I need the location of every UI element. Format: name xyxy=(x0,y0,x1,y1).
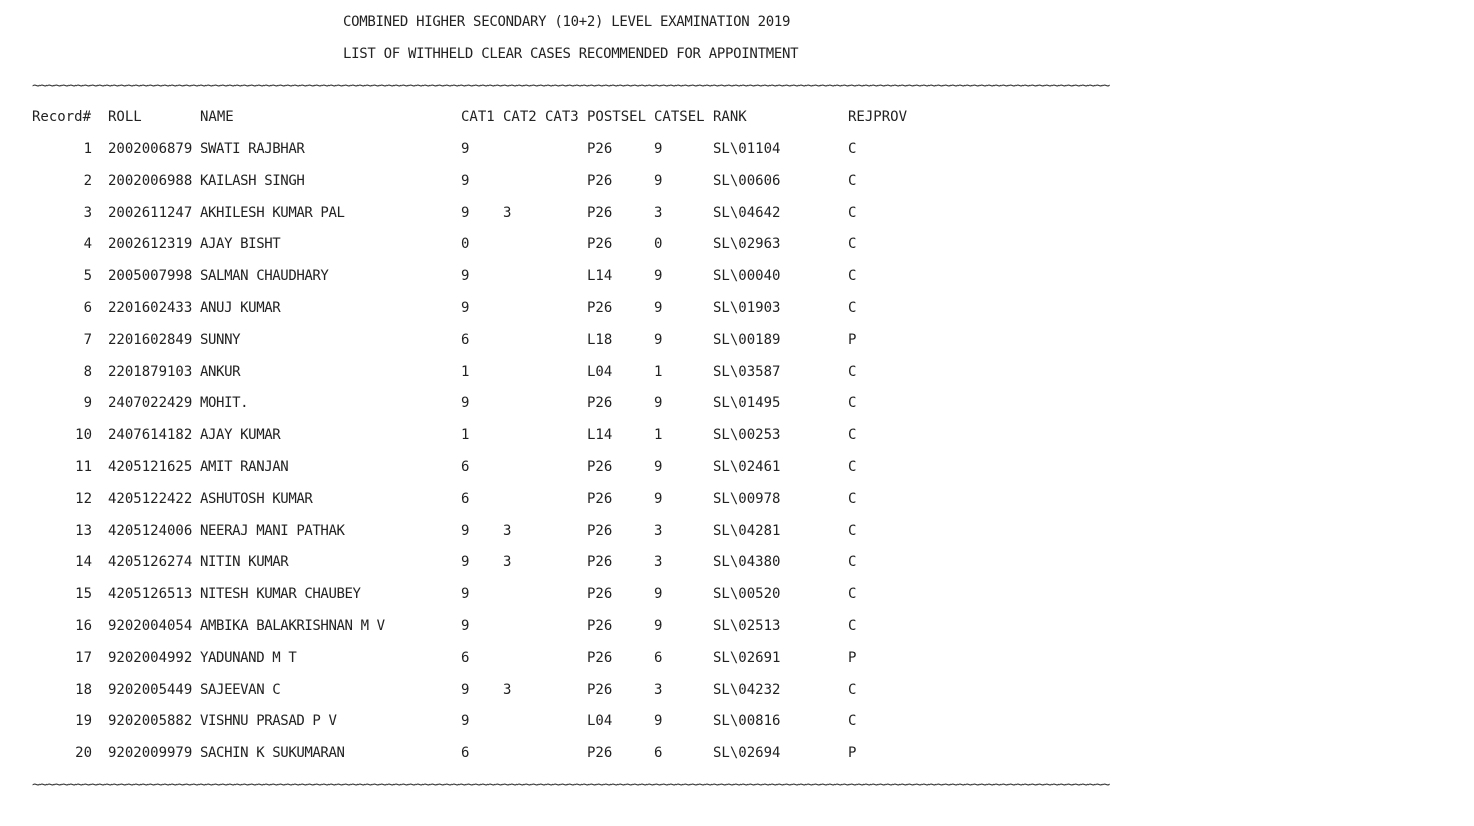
roll-cell: 4205126274 xyxy=(108,554,193,570)
table-row xyxy=(0,586,1474,606)
separator-bottom: ~~~~~~~~~~~~~~~~~~~~~~~~~~~~~~~~~~~~~~~~~~~~~~~~~~~~~~~~~~~~~~~~~~~~~~~~~~~~~~~~~~~~~~~~~~~~~~~~~~~~~~~~~~~~~~~~~~~~~~~~~~~~~~~~~~~~~~~~~~~~~~~~~~~~~ xyxy=(32,781,1110,789)
record-number-cell: 11 xyxy=(75,459,92,475)
name-cell: YADUNAND M T xyxy=(200,650,297,666)
record-number-cell: 3 xyxy=(83,205,92,221)
name-cell: NITIN KUMAR xyxy=(200,554,289,570)
table-row xyxy=(0,713,1474,733)
rejprov-cell: C xyxy=(848,682,857,698)
catsel-cell: 9 xyxy=(654,586,663,602)
header-cat1: CAT1 xyxy=(461,109,495,125)
record-number-cell: 19 xyxy=(75,713,92,729)
record-number-cell: 8 xyxy=(83,364,92,380)
rejprov-cell: P xyxy=(848,332,857,348)
rejprov-cell: C xyxy=(848,141,857,157)
cat1-cell: 0 xyxy=(461,236,470,252)
roll-cell: 9202009979 xyxy=(108,745,193,761)
catsel-cell: 0 xyxy=(654,236,663,252)
rank-cell: SL\01903 xyxy=(713,300,781,316)
catsel-cell: 9 xyxy=(654,713,663,729)
postsel-cell: P26 xyxy=(587,205,613,221)
table-row xyxy=(0,523,1474,543)
postsel-cell: L14 xyxy=(587,268,613,284)
postsel-cell: P26 xyxy=(587,586,613,602)
rank-cell: SL\02513 xyxy=(713,618,781,634)
name-cell: NITESH KUMAR CHAUBEY xyxy=(200,586,361,602)
record-number-cell: 18 xyxy=(75,682,92,698)
cat1-cell: 9 xyxy=(461,268,470,284)
cat1-cell: 1 xyxy=(461,427,470,443)
record-number-cell: 1 xyxy=(83,141,92,157)
catsel-cell: 3 xyxy=(654,523,663,539)
record-number-cell: 10 xyxy=(75,427,92,443)
rank-cell: SL\00978 xyxy=(713,491,781,507)
roll-cell: 2005007998 xyxy=(108,268,193,284)
rejprov-cell: P xyxy=(848,650,857,666)
catsel-cell: 3 xyxy=(654,682,663,698)
catsel-cell: 9 xyxy=(654,300,663,316)
rank-cell: SL\00520 xyxy=(713,586,781,602)
rank-cell: SL\00816 xyxy=(713,713,781,729)
name-cell: SUNNY xyxy=(200,332,241,348)
postsel-cell: P26 xyxy=(587,173,613,189)
table-row xyxy=(0,364,1474,384)
document-title: COMBINED HIGHER SECONDARY (10+2) LEVEL EXAMINATION 2019 xyxy=(343,14,791,30)
catsel-cell: 3 xyxy=(654,205,663,221)
name-cell: AKHILESH KUMAR PAL xyxy=(200,205,345,221)
record-number-cell: 17 xyxy=(75,650,92,666)
rank-cell: SL\02461 xyxy=(713,459,781,475)
rejprov-cell: C xyxy=(848,491,857,507)
postsel-cell: P26 xyxy=(587,618,613,634)
name-cell: KAILASH SINGH xyxy=(200,173,305,189)
catsel-cell: 9 xyxy=(654,173,663,189)
cat1-cell: 9 xyxy=(461,713,470,729)
postsel-cell: P26 xyxy=(587,554,613,570)
rejprov-cell: C xyxy=(848,173,857,189)
cat1-cell: 6 xyxy=(461,745,470,761)
catsel-cell: 1 xyxy=(654,364,663,380)
record-number-cell: 20 xyxy=(75,745,92,761)
record-number-cell: 12 xyxy=(75,491,92,507)
rejprov-cell: C xyxy=(848,300,857,316)
header-postsel: POSTSEL xyxy=(587,109,647,125)
rank-cell: SL\00189 xyxy=(713,332,781,348)
cat1-cell: 9 xyxy=(461,618,470,634)
record-number-cell: 2 xyxy=(83,173,92,189)
roll-cell: 2002006988 xyxy=(108,173,193,189)
name-cell: SWATI RAJBHAR xyxy=(200,141,305,157)
roll-cell: 4205122422 xyxy=(108,491,193,507)
roll-cell: 9202004992 xyxy=(108,650,193,666)
postsel-cell: P26 xyxy=(587,491,613,507)
rejprov-cell: C xyxy=(848,523,857,539)
rank-cell: SL\02691 xyxy=(713,650,781,666)
rejprov-cell: C xyxy=(848,618,857,634)
rank-cell: SL\04232 xyxy=(713,682,781,698)
cat2-cell: 3 xyxy=(503,205,512,221)
postsel-cell: P26 xyxy=(587,682,613,698)
cat1-cell: 9 xyxy=(461,554,470,570)
cat1-cell: 6 xyxy=(461,332,470,348)
table-row xyxy=(0,745,1474,765)
rank-cell: SL\00253 xyxy=(713,427,781,443)
cat2-cell: 3 xyxy=(503,554,512,570)
table-row xyxy=(0,427,1474,447)
catsel-cell: 6 xyxy=(654,745,663,761)
catsel-cell: 9 xyxy=(654,332,663,348)
catsel-cell: 9 xyxy=(654,395,663,411)
name-cell: ANKUR xyxy=(200,364,241,380)
name-cell: MOHIT. xyxy=(200,395,249,411)
table-row xyxy=(0,141,1474,161)
cat1-cell: 6 xyxy=(461,491,470,507)
table-row xyxy=(0,236,1474,256)
record-number-cell: 15 xyxy=(75,586,92,602)
header-roll: ROLL xyxy=(108,109,142,125)
table-row xyxy=(0,682,1474,702)
cat1-cell: 9 xyxy=(461,141,470,157)
name-cell: AMIT RANJAN xyxy=(200,459,289,475)
rejprov-cell: C xyxy=(848,205,857,221)
separator-top: ~~~~~~~~~~~~~~~~~~~~~~~~~~~~~~~~~~~~~~~~~~~~~~~~~~~~~~~~~~~~~~~~~~~~~~~~~~~~~~~~~~~~~~~~~~~~~~~~~~~~~~~~~~~~~~~~~~~~~~~~~~~~~~~~~~~~~~~~~~~~~~~~~~~~~ xyxy=(32,82,1110,90)
postsel-cell: P26 xyxy=(587,141,613,157)
header-catsel: CATSEL xyxy=(654,109,705,125)
catsel-cell: 9 xyxy=(654,491,663,507)
catsel-cell: 6 xyxy=(654,650,663,666)
cat1-cell: 9 xyxy=(461,682,470,698)
postsel-cell: L14 xyxy=(587,427,613,443)
rank-cell: SL\04380 xyxy=(713,554,781,570)
name-cell: ASHUTOSH KUMAR xyxy=(200,491,313,507)
rejprov-cell: C xyxy=(848,236,857,252)
roll-cell: 9202004054 xyxy=(108,618,193,634)
rejprov-cell: C xyxy=(848,586,857,602)
header-rank: RANK xyxy=(713,109,747,125)
name-cell: AJAY KUMAR xyxy=(200,427,281,443)
record-number-cell: 9 xyxy=(83,395,92,411)
rejprov-cell: C xyxy=(848,364,857,380)
rank-cell: SL\00040 xyxy=(713,268,781,284)
name-cell: SAJEEVAN C xyxy=(200,682,281,698)
roll-cell: 2201879103 xyxy=(108,364,193,380)
roll-cell: 2407022429 xyxy=(108,395,193,411)
cat2-cell: 3 xyxy=(503,523,512,539)
record-number-cell: 6 xyxy=(83,300,92,316)
roll-cell: 4205121625 xyxy=(108,459,193,475)
name-cell: AJAY BISHT xyxy=(200,236,281,252)
rank-cell: SL\04642 xyxy=(713,205,781,221)
catsel-cell: 3 xyxy=(654,554,663,570)
record-number-cell: 7 xyxy=(83,332,92,348)
record-number-cell: 5 xyxy=(83,268,92,284)
table-row xyxy=(0,554,1474,574)
table-row xyxy=(0,300,1474,320)
table-row xyxy=(0,173,1474,193)
postsel-cell: L18 xyxy=(587,332,613,348)
record-number-cell: 16 xyxy=(75,618,92,634)
cat1-cell: 9 xyxy=(461,395,470,411)
cat1-cell: 9 xyxy=(461,523,470,539)
postsel-cell: P26 xyxy=(587,650,613,666)
catsel-cell: 9 xyxy=(654,459,663,475)
rejprov-cell: C xyxy=(848,268,857,284)
header-cat3: CAT3 xyxy=(545,109,579,125)
roll-cell: 9202005449 xyxy=(108,682,193,698)
record-number-cell: 14 xyxy=(75,554,92,570)
rejprov-cell: C xyxy=(848,427,857,443)
postsel-cell: P26 xyxy=(587,395,613,411)
header-rejprov: REJPROV xyxy=(848,109,908,125)
record-number-cell: 13 xyxy=(75,523,92,539)
rank-cell: SL\02963 xyxy=(713,236,781,252)
catsel-cell: 1 xyxy=(654,427,663,443)
name-cell: SACHIN K SUKUMARAN xyxy=(200,745,345,761)
catsel-cell: 9 xyxy=(654,618,663,634)
postsel-cell: P26 xyxy=(587,523,613,539)
rank-cell: SL\04281 xyxy=(713,523,781,539)
postsel-cell: L04 xyxy=(587,364,613,380)
table-row xyxy=(0,205,1474,225)
rejprov-cell: C xyxy=(848,554,857,570)
cat1-cell: 6 xyxy=(461,650,470,666)
name-cell: ANUJ KUMAR xyxy=(200,300,281,316)
rejprov-cell: C xyxy=(848,713,857,729)
table-row xyxy=(0,459,1474,479)
roll-cell: 2201602849 xyxy=(108,332,193,348)
cat1-cell: 9 xyxy=(461,300,470,316)
table-row xyxy=(0,268,1474,288)
rank-cell: SL\02694 xyxy=(713,745,781,761)
rejprov-cell: C xyxy=(848,459,857,475)
header-name: NAME xyxy=(200,109,234,125)
roll-cell: 4205126513 xyxy=(108,586,193,602)
rank-cell: SL\03587 xyxy=(713,364,781,380)
roll-cell: 2002006879 xyxy=(108,141,193,157)
table-row xyxy=(0,618,1474,638)
roll-cell: 2002612319 xyxy=(108,236,193,252)
catsel-cell: 9 xyxy=(654,141,663,157)
rank-cell: SL\01495 xyxy=(713,395,781,411)
table-row xyxy=(0,491,1474,511)
header-cat2: CAT2 xyxy=(503,109,537,125)
cat1-cell: 6 xyxy=(461,459,470,475)
cat1-cell: 9 xyxy=(461,205,470,221)
roll-cell: 2407614182 xyxy=(108,427,193,443)
name-cell: VISHNU PRASAD P V xyxy=(200,713,337,729)
record-number-cell: 4 xyxy=(83,236,92,252)
postsel-cell: P26 xyxy=(587,236,613,252)
name-cell: SALMAN CHAUDHARY xyxy=(200,268,329,284)
roll-cell: 2201602433 xyxy=(108,300,193,316)
header-record: Record# xyxy=(32,109,92,125)
rank-cell: SL\00606 xyxy=(713,173,781,189)
table-row xyxy=(0,332,1474,352)
name-cell: AMBIKA BALAKRISHNAN M V xyxy=(200,618,385,634)
postsel-cell: P26 xyxy=(587,745,613,761)
postsel-cell: L04 xyxy=(587,713,613,729)
roll-cell: 4205124006 xyxy=(108,523,193,539)
cat2-cell: 3 xyxy=(503,682,512,698)
name-cell: NEERAJ MANI PATHAK xyxy=(200,523,345,539)
postsel-cell: P26 xyxy=(587,459,613,475)
postsel-cell: P26 xyxy=(587,300,613,316)
table-row xyxy=(0,650,1474,670)
cat1-cell: 9 xyxy=(461,586,470,602)
roll-cell: 2002611247 xyxy=(108,205,193,221)
table-row xyxy=(0,395,1474,415)
rejprov-cell: C xyxy=(848,395,857,411)
roll-cell: 9202005882 xyxy=(108,713,193,729)
cat1-cell: 1 xyxy=(461,364,470,380)
document-subtitle: LIST OF WITHHELD CLEAR CASES RECOMMENDED FOR APPOINTMENT xyxy=(343,46,799,62)
rank-cell: SL\01104 xyxy=(713,141,781,157)
cat1-cell: 9 xyxy=(461,173,470,189)
catsel-cell: 9 xyxy=(654,268,663,284)
rejprov-cell: P xyxy=(848,745,857,761)
